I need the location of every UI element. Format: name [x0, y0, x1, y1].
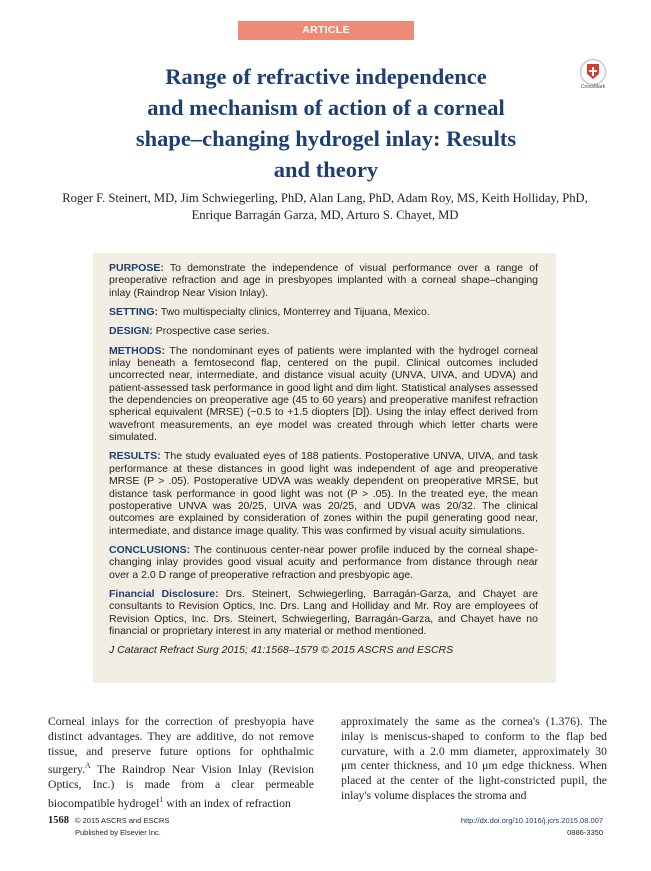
results-text: The study evaluated eyes of 188 patients. Postoperative UNVA, UIVA, and task performance at these distances in good light was independent of age and preoperative MRSE (P > .05). Postoperative UDVA was weakly dependent on preoperative MRSE, but distance task performance in good light was not (P > .05). In the treated eye, the mean postoperative UNVA was 20/25, UIVA was 20/25, and UDVA was 20/32. The clinical outcomes are explained by consideration of zones within the pupil generating good near, intermediate, and distance image quality. This was confirmed by visual acuity simulations.	[109, 450, 538, 537]
body-column-right	[341, 715, 607, 804]
methods-text: The nondominant eyes of patients were implanted with the hydrogel corneal inlay beneath a femtosecond flap, centered on the pupil. Clinical outcomes included uncorrected near, intermediate, and distance visual acuity (UNVA, UIVA, and UDVA) and patient-assessed task performance in good light and dim light. Statistical analyses assessed the dependencies on preoperative age (45 to 60 years) and preoperative manifest refraction spherical equivalent (MRSE) (−0.5 to +1.5 diopters [D]). Using the inlay effect derived from wavefront measurements, an eye model was created through which letter charts were simulated.	[109, 344, 538, 444]
article-title	[70, 61, 582, 185]
journal-citation: J Cataract Refract Surg 2015; 41:1568–1579 © 2015 ASCRS and ESCRS	[109, 644, 454, 657]
footer-publisher: Published by Elsevier Inc.	[75, 828, 161, 837]
disclosure-text: Drs. Steinert, Schwiegerling, Barragán-Garza, and Chayet are consultants to Revision Optics, Inc. Drs. Lang and Holliday and Mr. Roy are employees of Revision Optics, Inc. Drs. Steinert, Schwiegerling, Barragán-Garza, and Chayet have no financial or proprietary interest in any material or method mentioned.	[109, 587, 538, 637]
abstract-setting	[109, 306, 538, 318]
section-label: ARTICLE	[238, 21, 414, 40]
page-number: 1568	[48, 815, 69, 826]
abstract-methods	[109, 345, 538, 444]
title-line: Range of refractive independence	[165, 64, 487, 89]
purpose-label: PURPOSE:	[109, 262, 164, 274]
disclosure-label: Financial Disclosure:	[109, 587, 219, 600]
crossmark-icon[interactable]	[579, 58, 607, 86]
author-line: Roger F. Steinert, MD, Jim Schwiegerling, PhD, Alan Lang, PhD, Adam Roy, MS, Keith Holliday, PhD,	[62, 191, 588, 205]
abstract-design	[109, 325, 538, 337]
title-line: and mechanism of action of a corneal	[147, 95, 505, 120]
results-label: RESULTS:	[109, 450, 161, 463]
body-paragraph	[48, 715, 314, 812]
conclusions-text: The continuous center-near power profile induced by the corneal shape-changing inlay provides good visual acuity and performance from distance through near over a 2.0 D range of preoperative refraction and presbyopic age.	[109, 543, 538, 581]
crossmark-label: CrossMark	[580, 84, 606, 90]
abstract-box	[93, 253, 556, 683]
body-text: Corneal inlays for the correction of presbyopia have distinct advantages. They are additive, do not remove tissue, and preserve future options for ophthalmic surgery.	[48, 715, 314, 777]
title-line: shape–changing hydrogel inlay: Results	[135, 126, 517, 151]
title-line: and theory	[273, 157, 379, 182]
abstract-purpose	[109, 262, 538, 299]
reference-marker[interactable]: A	[85, 761, 91, 771]
body-column-left	[48, 715, 314, 812]
body-paragraph: approximately the same as the cornea's (1.376). The inlay is meniscus-shaped to conform to the flap bed curvature, with a 2.0 mm diameter, approximately 30 μm center thickness, and 10 μm edge thickness. When placed at the center of the light-constricted pupil, the inlay's volume displaces the stroma and	[341, 715, 607, 802]
reference-marker[interactable]: 1	[159, 794, 164, 804]
footer-issn: 0886-3350	[567, 828, 603, 837]
design-label: DESIGN:	[109, 325, 153, 338]
setting-label: SETTING:	[109, 306, 158, 319]
doi-link[interactable]: http://dx.doi.org/10.1016/j.jcrs.2015.08.007	[460, 816, 603, 825]
body-text: with an index of refraction	[163, 796, 291, 810]
setting-text: Two multispecialty clinics, Monterrey and Tijuana, Mexico.	[160, 306, 430, 319]
body-text: The Raindrop Near Vision Inlay (Revision Optics, Inc.) is made from a clear permeable biocompatible hydrogel	[48, 763, 314, 810]
methods-label: METHODS:	[109, 344, 165, 357]
footer-copyright: © 2015 ASCRS and ESCRS	[75, 816, 170, 825]
conclusions-label: CONCLUSIONS:	[109, 543, 191, 556]
abstract-results	[109, 450, 538, 536]
author-list	[25, 190, 625, 224]
purpose-text: To demonstrate the independence of visual performance over a range of preoperative refraction and age in presbyopes implanted with a corneal shape–changing inlay (Raindrop Near Vision Inlay).	[109, 262, 538, 299]
design-text: Prospective case series.	[155, 325, 270, 338]
author-line: Enrique Barragán Garza, MD, Arturo S. Chayet, MD	[191, 208, 459, 222]
abstract-conclusions	[109, 544, 538, 581]
abstract	[109, 262, 538, 664]
financial-disclosure	[109, 588, 538, 637]
